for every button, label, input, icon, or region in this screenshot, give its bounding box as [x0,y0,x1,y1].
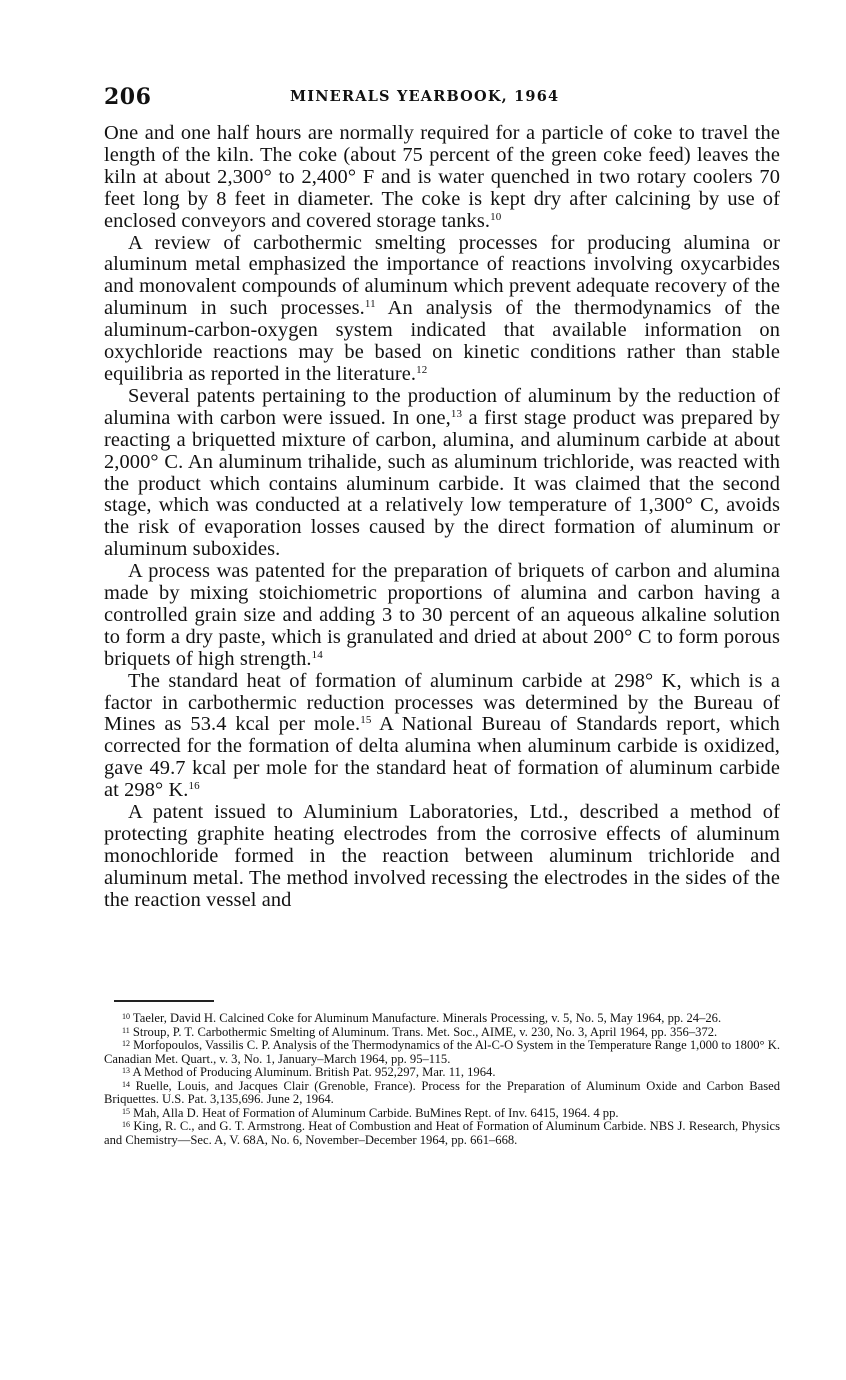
paragraph-2 [104,233,780,386]
footnote-text: Mah, Alla D. Heat of Formation of Aluminum Carbide. BuMines Rept. of Inv. 6415, 1964. 4 pp. [133,1105,619,1120]
page-number: 206 [104,84,152,110]
footnote [104,1026,780,1040]
footnote-text: Ruelle, Louis, and Jacques Clair (Grenoble, France). Process for the Preparation of Aluminum Oxide and Carbon Based Briquettes. U.S. Pat. 3,135,696. June 2, 1964. [104,1078,780,1106]
paragraph-text: One and one half hours are normally required for a particle of coke to travel the length of the kiln. The coke (about 75 percent of the green coke feed) leaves the kiln at about 2,300° to 2,400° F and is water quenched in two rotary coolers 70 feet long by 8 feet in diameter. The coke is kept dry after calcining by use of enclosed conveyors and covered storage tanks. [104,122,780,232]
footnote [104,1066,780,1080]
footnote [104,1080,780,1107]
footnote-text: Stroup, P. T. Carbothermic Smelting of Aluminum. Trans. Met. Soc., AIME, v. 230, No. 3, April 1964, pp. 356–372. [132,1024,718,1039]
footnote [104,1012,780,1026]
paragraph-6 [104,802,780,912]
footnote-text: A Method of Producing Aluminum. British Pat. 952,297, Mar. 11, 1964. [132,1065,496,1079]
paragraph-text: A patent issued to Aluminium Laboratories, Ltd., described a method of protecting graphite heating electrodes from the corrosive effects of aluminum monochloride formed in the reaction between aluminum trichloride and aluminum metal. The method involved recessing the electrodes in the sides of the the reaction vessel and [104,801,780,911]
footnote [104,1107,780,1121]
footnotes [104,1012,780,1147]
footnote-text: King, R. C., and G. T. Armstrong. Heat of Combustion and Heat of Formation of Aluminum Carbide. NBS J. Research, Physics and Chemistry—Sec. A, V. 68A, No. 6, November–December 1964, pp. 661–668. [104,1119,780,1147]
footnote-ref: 15 [360,714,372,727]
footnote-mark: 16 [122,1120,130,1129]
paragraph-text: A process was patented for the preparation of briquets of carbon and alumina made by mixing stoichiometric proportions of alumina and carbon having a controlled grain size and adding 3 to 30 percent of an aqueous alkaline solution to form a dry paste, which is granulated and dried at about 200° C to form porous briquets of high strength. [104,560,780,670]
paragraph-1 [104,123,780,233]
footnote-ref: 12 [416,363,428,376]
footnote-mark: 11 [122,1025,130,1035]
footnote-mark: 14 [122,1079,130,1089]
paragraph-text: A National Bureau of Standards report, which corrected for the formation of delta alumina when aluminum carbide is oxidized, gave 49.7 kcal per mole for the standard heat of formation of aluminum carbide at 298° K. [104,713,780,802]
footnote-ref: 13 [450,407,463,420]
footnote-ref: 10 [490,210,502,223]
footnote [104,1120,780,1147]
body-text [104,123,780,912]
footnote-divider [114,1000,214,1002]
running-head: MINERALS YEARBOOK, 1964 [290,88,560,105]
paragraph-text: An analysis of the thermodynamics of the aluminum-carbon-oxygen system indicated that available information on oxychloride reactions may be based on kinetic conditions rather than stable equilibria as reported in the literature. [104,297,781,385]
footnote-ref: 11 [364,298,376,311]
footnote-mark: 15 [122,1106,130,1116]
footnote-text: Morfopoulos, Vassilis C. P. Analysis of the Thermodynamics of the Al-C-O System in the Temperature Range 1,000 to 1800° K. Canadian Met. Quart., v. 3, No. 1, January–March 1964, pp. 95–115. [104,1038,780,1066]
footnote-ref: 16 [188,780,200,793]
paragraph-text: a first stage product was prepared by reacting a briquetted mixture of carbon, alumina, and aluminum carbide at about 2,000° C. An aluminum trihalide, such as aluminum trichloride, was reacted with the product which contains aluminum carbide. It was claimed that the second stage, which was conducted at a relatively low temperature of 1,300° C, avoids the risk of evaporation losses caused by the direct formation of aluminum or aluminum suboxides. [104,406,780,561]
paragraph-text: A review of carbothermic smelting processes for producing alumina or aluminum metal emphasized the importance of reactions involving oxycarbides and monovalent compounds of aluminum which prevent adequate recovery of the aluminum in such processes. [104,231,780,320]
page-header [104,84,780,114]
footnote-mark: 10 [122,1012,130,1021]
paragraph-text: Several patents pertaining to the production of aluminum by the reduction of alumina with carbon were issued. In one, [104,384,780,429]
footnote-text: Taeler, David H. Calcined Coke for Aluminum Manufacture. Minerals Processing, v. 5, No. 5, May 1964, pp. 24–26. [132,1011,722,1025]
paragraph-5 [104,671,780,802]
footnote-mark: 13 [122,1066,130,1075]
footnote-ref: 14 [311,648,323,661]
paragraph-4 [104,561,780,671]
footnote [104,1039,780,1066]
paragraph-text: The standard heat of formation of aluminum carbide at 298° K, which is a factor in carbothermic reduction processes was determined by the Bureau of Mines as 53.4 kcal per mole. [104,669,780,736]
footnote-mark: 12 [122,1039,130,1048]
paragraph-3 [104,386,780,561]
